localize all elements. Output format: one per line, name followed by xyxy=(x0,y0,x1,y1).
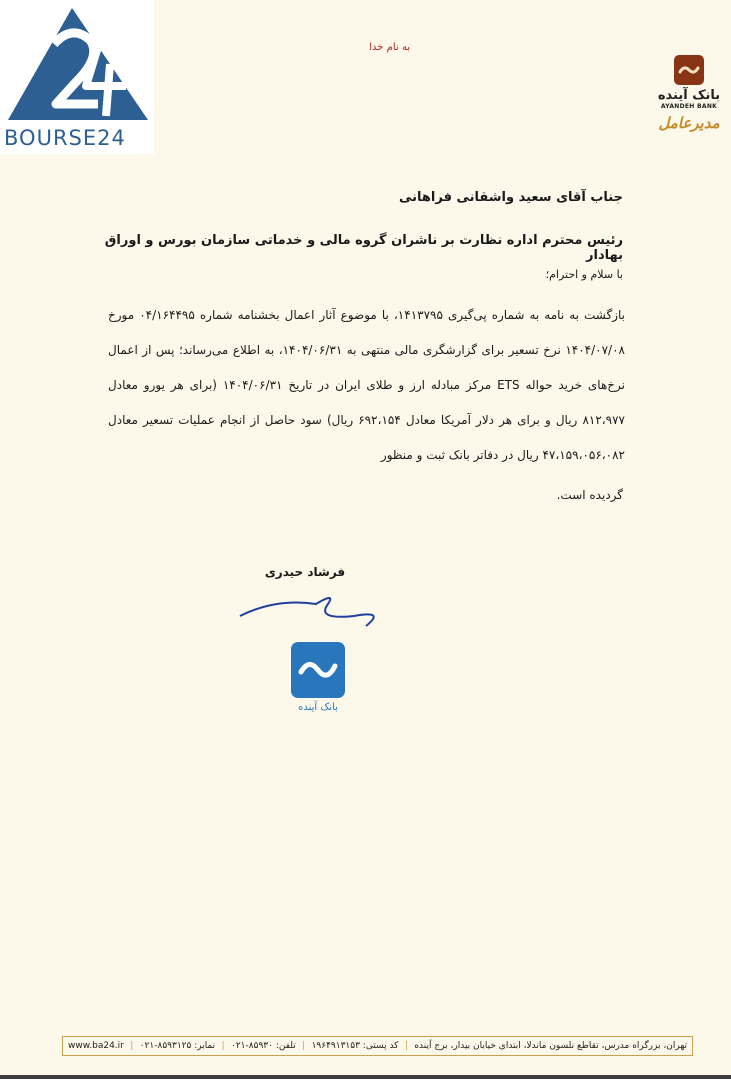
footer-website[interactable]: www.ba24.ir xyxy=(68,1041,124,1051)
signer-name: فرشاد حیدری xyxy=(264,565,346,579)
seal-caption: بانک آینده xyxy=(298,702,338,713)
recipient-name: جناب آقای سعید واشقانی فراهانی xyxy=(398,190,623,205)
footer-postal-code: کد پستی: ۱۹۶۴۹۱۳۱۵۳ xyxy=(311,1041,399,1051)
bank-seal xyxy=(282,642,354,713)
signature-icon xyxy=(236,586,386,630)
footer-fax: نمابر: ۸۵۹۳۱۲۵-۰۲۱ xyxy=(139,1041,216,1051)
ayandeh-bank-logo xyxy=(656,55,722,132)
bourse24-triangle-icon xyxy=(6,4,150,124)
greeting: با سلام و احترام؛ xyxy=(545,268,623,281)
letter-body: بازگشت به نامه به شماره پی‌گیری ۱۴۱۳۷۹۵، با موضوع آثار اعمال بخشنامه شماره ۰۴/۱۶۴۴۹۵ مورخ ۱۴۰۴/۰۷/۰۸ نرخ تسعیر برای گزارشگری مالی منتهی به ۱۴۰۴/۰۶/۳۱، به اطلاع می‌رساند؛ پس از اعمال نرخ‌های خرید حواله ETS مرکز مبادله ارز و طلای ایران در تاریخ ۱۴۰۴/۰۶/۳۱ (برای هر یورو معادل ۸۱۲،۹۷۷ ریال و برای هر دلار آمریکا معادل ۶۹۲،۱۵۴ ریال) سود حاصل از انجام عملیات تسعیر معادل ۴۷،۱۵۹،۰۵۶،۰۸۲ ریال در دفاتر بانک ثبت و منظور xyxy=(108,308,626,462)
bourse24-logo xyxy=(0,0,154,154)
scan-edge xyxy=(0,1075,731,1079)
footer-phone: تلفن: ۸۵۹۳۰-۰۲۱ xyxy=(231,1041,296,1051)
letterhead-footer: www.ba24.ir | نمابر: ۸۵۹۳۱۲۵-۰۲۱ | تلفن: ۸۵۹۳۰-۰۲۱ | کد پستی: ۱۹۶۴۹۱۳۱۵۳ | تهران، بزرگراه مدرس، تقاطع نلسون ماندلا، ابتدای خیابان بیدار، برج آینده xyxy=(62,1036,693,1056)
recipient-title: رئیس محترم اداره نظارت بر ناشران گروه مالی و خدماتی سازمان بورس و اوراق بهادار xyxy=(104,233,623,263)
bank-mark-icon xyxy=(674,55,704,85)
office-title: مدیرعامل xyxy=(658,114,720,132)
footer-address: تهران، بزرگراه مدرس، تقاطع نلسون ماندلا، ابتدای خیابان بیدار، برج آینده xyxy=(414,1041,687,1051)
seal-mark-icon xyxy=(291,642,345,698)
bank-name-fa: بانک آینده xyxy=(657,88,721,103)
bank-name-en: AYANDEH BANK xyxy=(660,103,718,110)
letter-closing: گردیده است. xyxy=(556,488,623,502)
bourse24-wordmark: BOURSE24 xyxy=(4,126,126,150)
basmala: به نام خدا xyxy=(369,42,410,53)
